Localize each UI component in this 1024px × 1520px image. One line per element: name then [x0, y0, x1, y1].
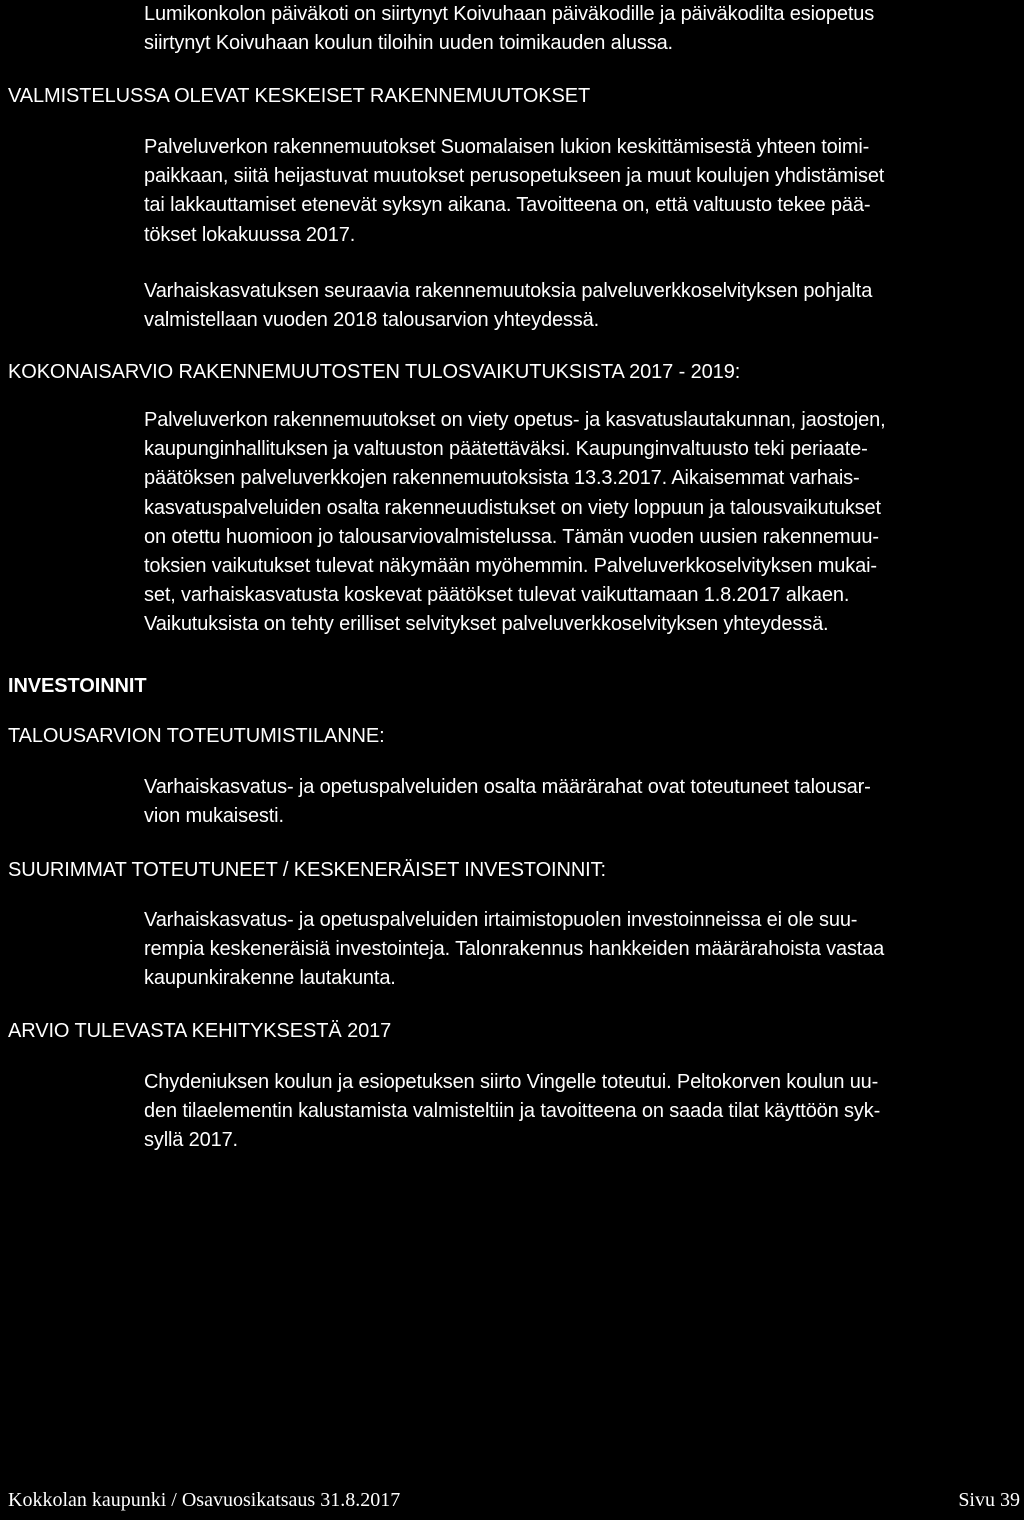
- section-heading-toteutumistilanne: TALOUSARVION TOTEUTUMISTILANNE:: [8, 725, 385, 747]
- text-line: rempia keskeneräisiä investointeja. Talonrakennus hankkeiden määrärahoista vastaa: [144, 938, 885, 961]
- section-heading-suurimmat-investoinnit: SUURIMMAT TOTEUTUNEET / KESKENERÄISET INVESTOINNIT:: [8, 859, 606, 881]
- text-line: Palveluverkon rakennemuutokset Suomalaisen lukion keskittämisestä yhteen toimi-: [144, 136, 870, 158]
- text-line: kasvatuspalveluiden osalta rakenneuudistukset on viety loppuun ja talousvaikutukset: [144, 496, 881, 519]
- section-heading-investoinnit: INVESTOINNIT: [8, 675, 147, 697]
- text-line: Chydeniuksen koulun ja esiopetuksen siirto Vingelle toteutui. Peltokorven koulun uu-: [144, 1071, 879, 1093]
- paragraph-toteutumistilanne: [144, 773, 1016, 831]
- text-line: paikkaan, siitä heijastuvat muutokset perusopetukseen ja muut koulujen yhdistämiset: [144, 165, 885, 188]
- text-line: Varhaiskasvatuksen seuraavia rakennemuutoksia palveluverkkoselvityksen pohjalta: [144, 280, 873, 302]
- section-heading-arvio-kehityksesta: ARVIO TULEVASTA KEHITYKSESTÄ 2017: [8, 1020, 392, 1042]
- text-line: Vaikutuksista on tehty erilliset selvitykset palveluverkkoselvityksen yhteydessä.: [144, 613, 829, 636]
- text-line: tai lakkauttamiset etenevät syksyn aikana. Tavoitteena on, että valtuusto tekee pää-: [144, 194, 871, 217]
- section-heading-kokonaisarvio: KOKONAISARVIO RAKENNEMUUTOSTEN TULOSVAIKUTUKSISTA 2017 - 2019:: [8, 361, 741, 383]
- text-line: vion mukaisesti.: [144, 805, 284, 828]
- paragraph-kokonaisarvio: [144, 406, 1016, 640]
- footer-document-title: Kokkolan kaupunki / Osavuosikatsaus 31.8.2017: [8, 1489, 401, 1511]
- text-line: den tilaelementin kalustamista valmisteltiin ja tavoitteena on saada tilat käyttöön syk-: [144, 1100, 881, 1123]
- paragraph-suurimmat-investoinnit: [144, 906, 1016, 994]
- text-line: toksien vaikutukset tulevat näkymään myöhemmin. Palveluverkkoselvityksen mukai-: [144, 555, 877, 578]
- text-line: Varhaiskasvatus- ja opetuspalveluiden irtaimistopuolen investoinneissa ei ole suu-: [144, 909, 858, 931]
- text-line: set, varhaiskasvatusta koskevat päätökset tulevat vaikuttamaan 1.8.2017 alkaen.: [144, 584, 850, 607]
- paragraph-arvio-kehityksesta: [144, 1068, 1016, 1156]
- text-line: on otettu huomioon jo talousarviovalmistelussa. Tämän vuoden uusien rakennemuu-: [144, 525, 879, 548]
- text-line: tökset lokakuussa 2017.: [144, 223, 356, 246]
- intro-paragraph: [144, 0, 1016, 58]
- text-line: kaupunkirakenne lautakunta.: [144, 967, 396, 990]
- footer-page-number: Sivu 39: [958, 1489, 1020, 1511]
- paragraph-varhaiskasvatus: [144, 277, 1016, 335]
- text-line: valmistellaan vuoden 2018 talousarvion yhteydessä.: [144, 309, 600, 332]
- text-line: Lumikonkolon päiväkoti on siirtynyt Koivuhaan päiväkodille ja päiväkodilta esiopetus: [144, 3, 875, 25]
- text-line: syllä 2017.: [144, 1129, 238, 1152]
- section-heading-valmistelussa: VALMISTELUSSA OLEVAT KESKEISET RAKENNEMUUTOKSET: [8, 85, 591, 107]
- text-line: Varhaiskasvatus- ja opetuspalveluiden osalta määrärahat ovat toteutuneet talousar-: [144, 776, 871, 798]
- paragraph-rakennemuutokset: [144, 133, 1016, 250]
- text-line: Palveluverkon rakennemuutokset on viety opetus- ja kasvatuslautakunnan, jaostojen,: [144, 409, 886, 431]
- text-line: päätöksen palveluverkkojen rakennemuutoksista 13.3.2017. Aikaisemmat varhais-: [144, 467, 860, 490]
- text-line: kaupunginhallituksen ja valtuuston päätettäväksi. Kaupunginvaltuusto teki periaate-: [144, 438, 868, 461]
- text-line: siirtynyt Koivuhaan koulun tiloihin uuden toimikauden alussa.: [144, 32, 673, 55]
